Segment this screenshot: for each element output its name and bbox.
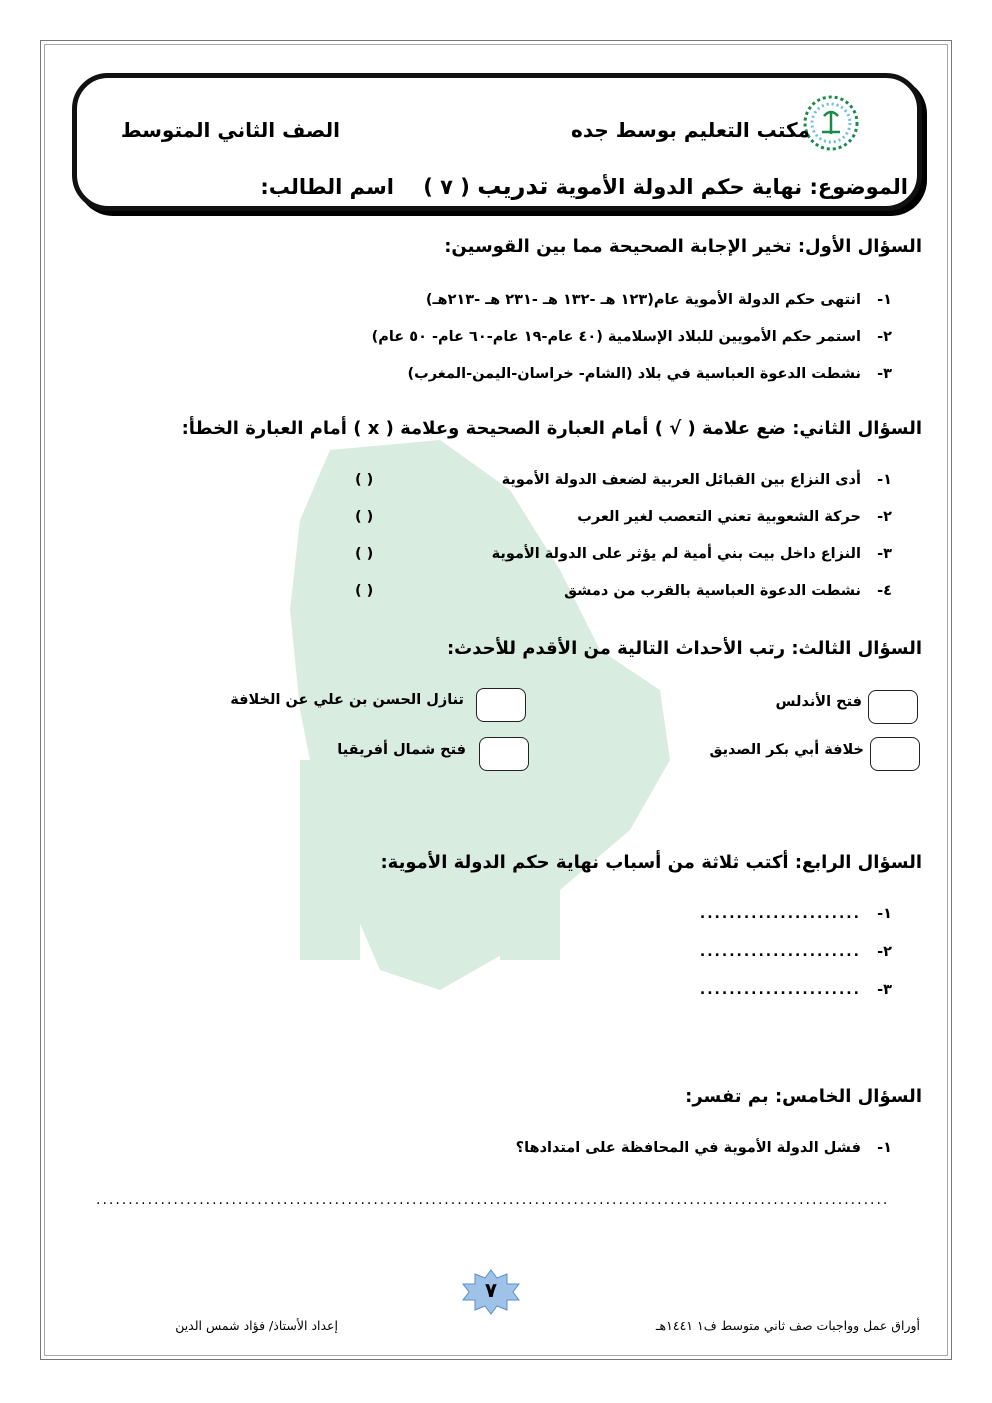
q2-item-3-num: ٣- xyxy=(877,546,892,562)
q4-line-3 xyxy=(700,982,892,998)
q4-title: السؤال الرابع: أكتب ثلاثة من أسباب نهاية حكم الدولة الأموية: xyxy=(380,852,922,873)
q5-item-1-text: فشل الدولة الأموية في المحافظة على امتدادها؟ xyxy=(515,1140,861,1156)
q3-title: السؤال الثالث: رتب الأحداث التالية من الأقدم للأحدث: xyxy=(446,638,922,659)
q1-item-1-text: انتهى حكم الدولة الأموية عام(١٢٣ هـ -١٣٢ هـ -٢٣١ هـ -٢١٣هـ) xyxy=(425,292,861,308)
q2-item-2 xyxy=(577,509,892,525)
q4-line-3-dots[interactable]: ...................... xyxy=(699,982,861,998)
q2-item-3 xyxy=(492,546,892,562)
event-2: تنازل الحسن بن علي عن الخلافة xyxy=(230,692,464,708)
q1-item-3-num: ٣- xyxy=(877,366,892,382)
q2-item-1-answer[interactable]: ( ) xyxy=(355,472,374,488)
q4-line-1 xyxy=(700,906,892,922)
order-box-3[interactable] xyxy=(870,737,920,771)
q4-line-1-num: ١- xyxy=(877,906,892,922)
order-box-2[interactable] xyxy=(476,688,526,722)
q2-item-2-num: ٢- xyxy=(877,509,892,525)
footer-right: أوراق عمل وواجبات صف ثاني متوسط ف١ ١٤٤١هـ xyxy=(655,1318,920,1333)
q5-title: السؤال الخامس: بم تفسر: xyxy=(685,1086,922,1107)
q5-answer-line[interactable]: ........................................................................................................................... xyxy=(96,1192,890,1208)
q5-item-1 xyxy=(516,1140,892,1156)
q2-item-1-text: أدى النزاع بين القبائل العربية لضعف الدولة الأموية xyxy=(501,472,861,488)
event-4: فتح شمال أفريقيا xyxy=(337,742,466,758)
drill-word: تدريب xyxy=(477,172,549,200)
q1-item-1 xyxy=(426,292,892,308)
q4-line-1-dots[interactable]: ...................... xyxy=(699,906,861,922)
order-box-1[interactable] xyxy=(868,690,918,724)
event-3: خلافة أبي بكر الصديق xyxy=(709,742,864,758)
q2-item-4-text: نشطت الدعوة العباسية بالقرب من دمشق xyxy=(564,583,861,599)
q4-line-2-num: ٢- xyxy=(877,944,892,960)
footer-left: إعداد الأستاذ/ فؤاد شمس الدين xyxy=(175,1318,338,1333)
office-name: مكتب التعليم بوسط جده xyxy=(571,118,810,142)
q5-item-1-num: ١- xyxy=(877,1140,892,1156)
q2-item-3-text: النزاع داخل بيت بني أمية لم يؤثر على الدولة الأموية xyxy=(491,546,861,562)
q2-title: السؤال الثاني: ضع علامة ( √ ) أمام العبارة الصحيحة وعلامة ( x ) أمام العبارة الخطأ: xyxy=(181,418,922,439)
page-number: ٧ xyxy=(484,1278,498,1302)
q4-line-2-dots[interactable]: ...................... xyxy=(699,944,861,960)
q4-line-2 xyxy=(700,944,892,960)
q2-item-2-text: حركة الشعوبية تعني التعصب لغير العرب xyxy=(577,509,861,525)
q2-item-3-answer[interactable]: ( ) xyxy=(355,546,374,562)
grade-label: الصف الثاني المتوسط xyxy=(120,118,340,142)
order-box-4[interactable] xyxy=(479,737,529,771)
subject-title: الموضوع: نهاية حكم الدولة الأموية xyxy=(555,175,908,199)
q1-item-2-num: ٢- xyxy=(877,329,892,345)
q1-item-2 xyxy=(372,329,892,345)
q2-item-2-answer[interactable]: ( ) xyxy=(355,509,374,525)
q4-line-3-num: ٣- xyxy=(877,982,892,998)
q2-item-1-num: ١- xyxy=(877,472,892,488)
q2-item-4 xyxy=(564,583,892,599)
q2-item-1 xyxy=(502,472,892,488)
q1-title: السؤال الأول: تخير الإجابة الصحيحة مما بين القوسين: xyxy=(444,236,922,257)
q1-item-1-num: ١- xyxy=(877,292,892,308)
event-1: فتح الأندلس xyxy=(775,694,862,710)
student-name-label: اسم الطالب: xyxy=(260,175,394,199)
q1-item-2-text: استمر حكم الأمويين للبلاد الإسلامية (٤٠ عام-١٩ عام-٦٠ عام- ٥٠ عام) xyxy=(371,329,861,345)
q1-item-3-text: نشطت الدعوة العباسية في بلاد (الشام- خراسان-اليمن-المغرب) xyxy=(407,366,861,382)
q2-item-4-num: ٤- xyxy=(877,583,892,599)
drill-number: ( ٧ ) xyxy=(423,175,470,199)
q1-item-3 xyxy=(408,366,892,382)
q2-item-4-answer[interactable]: ( ) xyxy=(355,583,374,599)
subject-line xyxy=(260,172,908,200)
